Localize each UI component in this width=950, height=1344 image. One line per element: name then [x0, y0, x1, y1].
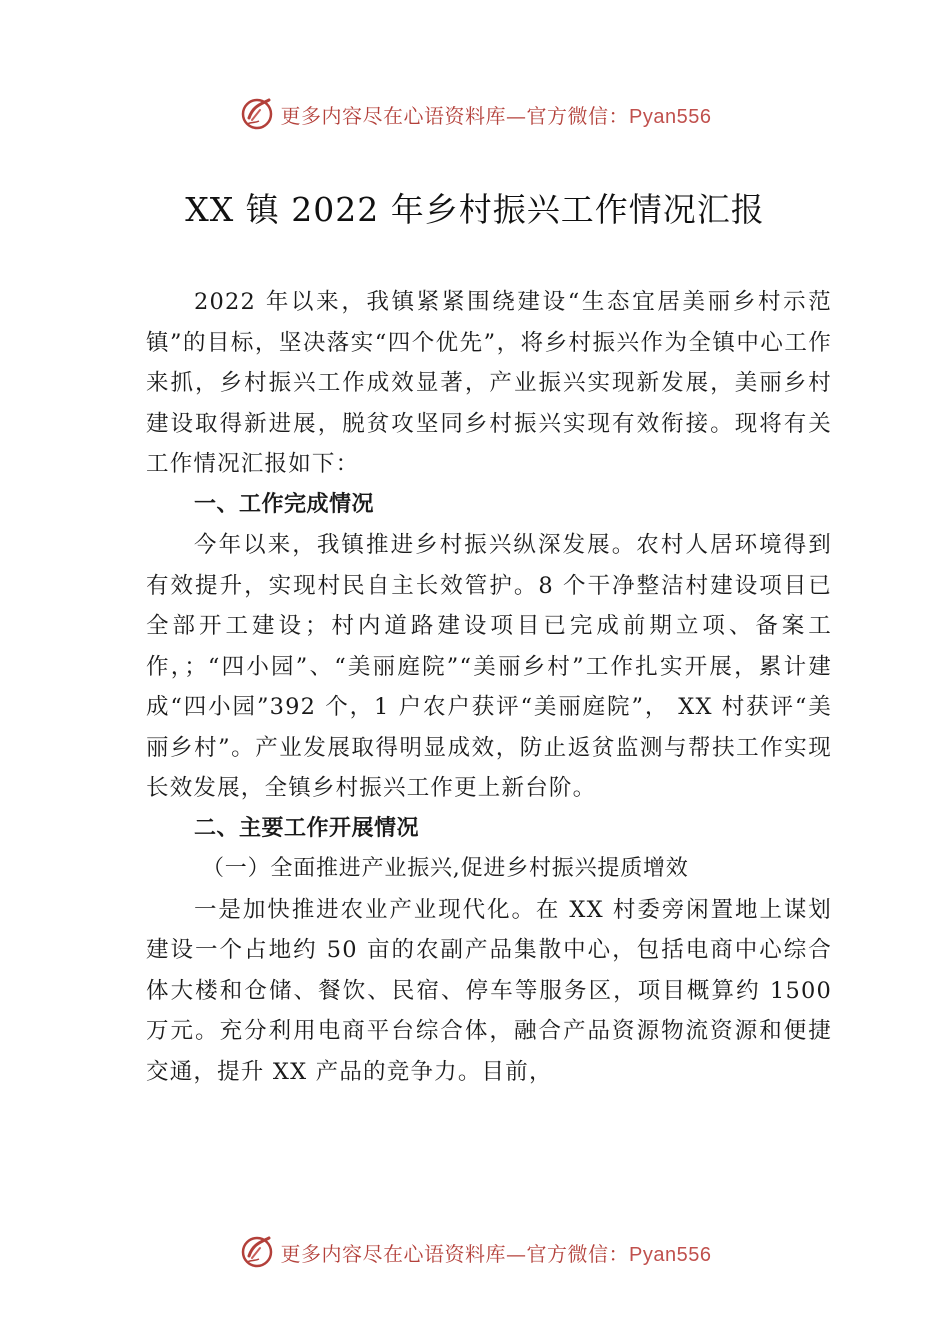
intro-paragraph: 2022 年以来，我镇紧紧围绕建设“生态宜居美丽乡村示范镇”的目标，坚决落实“四个优先”，将乡村振兴作为全镇中心工作来抓，乡村振兴工作成效显著，产业振兴实现新发展，美丽乡村建设取得新进展，脱贫攻坚同乡村振兴实现有效衔接。现将有关工作情况汇报如下： [146, 289, 832, 477]
document-body [146, 282, 832, 1092]
banner-text: 更多内容尽在心语资料库—官方微信：Pyan556 [280, 103, 712, 128]
pen-circle-logo-icon [239, 1234, 275, 1270]
document-title: XX 镇 2022 年乡村振兴工作情况汇报 [185, 190, 765, 229]
wechat-id: Pyan556 [629, 1243, 712, 1266]
section-1-paragraph: 今年以来，我镇推进乡村振兴纵深发展。农村人居环境得到有效提升，实现村民自主长效管护。8 个干净整洁村建设项目已全部开工建设；村内道路建设项目已完成前期立项、备案工作，；“四小园”、“美丽庭院”“美丽乡村”工作扎实开展，累计建成“四小园”392 个，1 户农户获评“美丽庭院”， XX 村获评“美丽乡村”。产业发展取得明显成效，防止返贫监测与帮扶工作实现长效发展，全镇乡村振兴工作更上新台阶。 [146, 532, 832, 801]
footer-banner [0, 1230, 950, 1274]
section-2-heading: 二、主要工作开展情况 [194, 815, 420, 841]
wechat-id: Pyan556 [629, 105, 712, 128]
section-2-subheading: （一）全面推进产业振兴,促进乡村振兴提质增效 [202, 856, 689, 881]
banner-text: 更多内容尽在心语资料库—官方微信：Pyan556 [280, 1241, 712, 1266]
header-banner [0, 92, 950, 136]
pen-circle-logo-icon [239, 96, 275, 132]
section-1-heading: 一、工作完成情况 [194, 491, 375, 517]
section-2-paragraph: 一是加快推进农业产业现代化。在 XX 村委旁闲置地上谋划建设一个占地约 50 亩的农副产品集散中心，包括电商中心综合体大楼和仓储、餐饮、民宿、停车等服务区，项目概算约 1500 万元。充分利用电商平台综合体，融合产品资源物流资源和便捷交通，提升 XX 产品的竞争力。目前， [146, 896, 832, 1085]
